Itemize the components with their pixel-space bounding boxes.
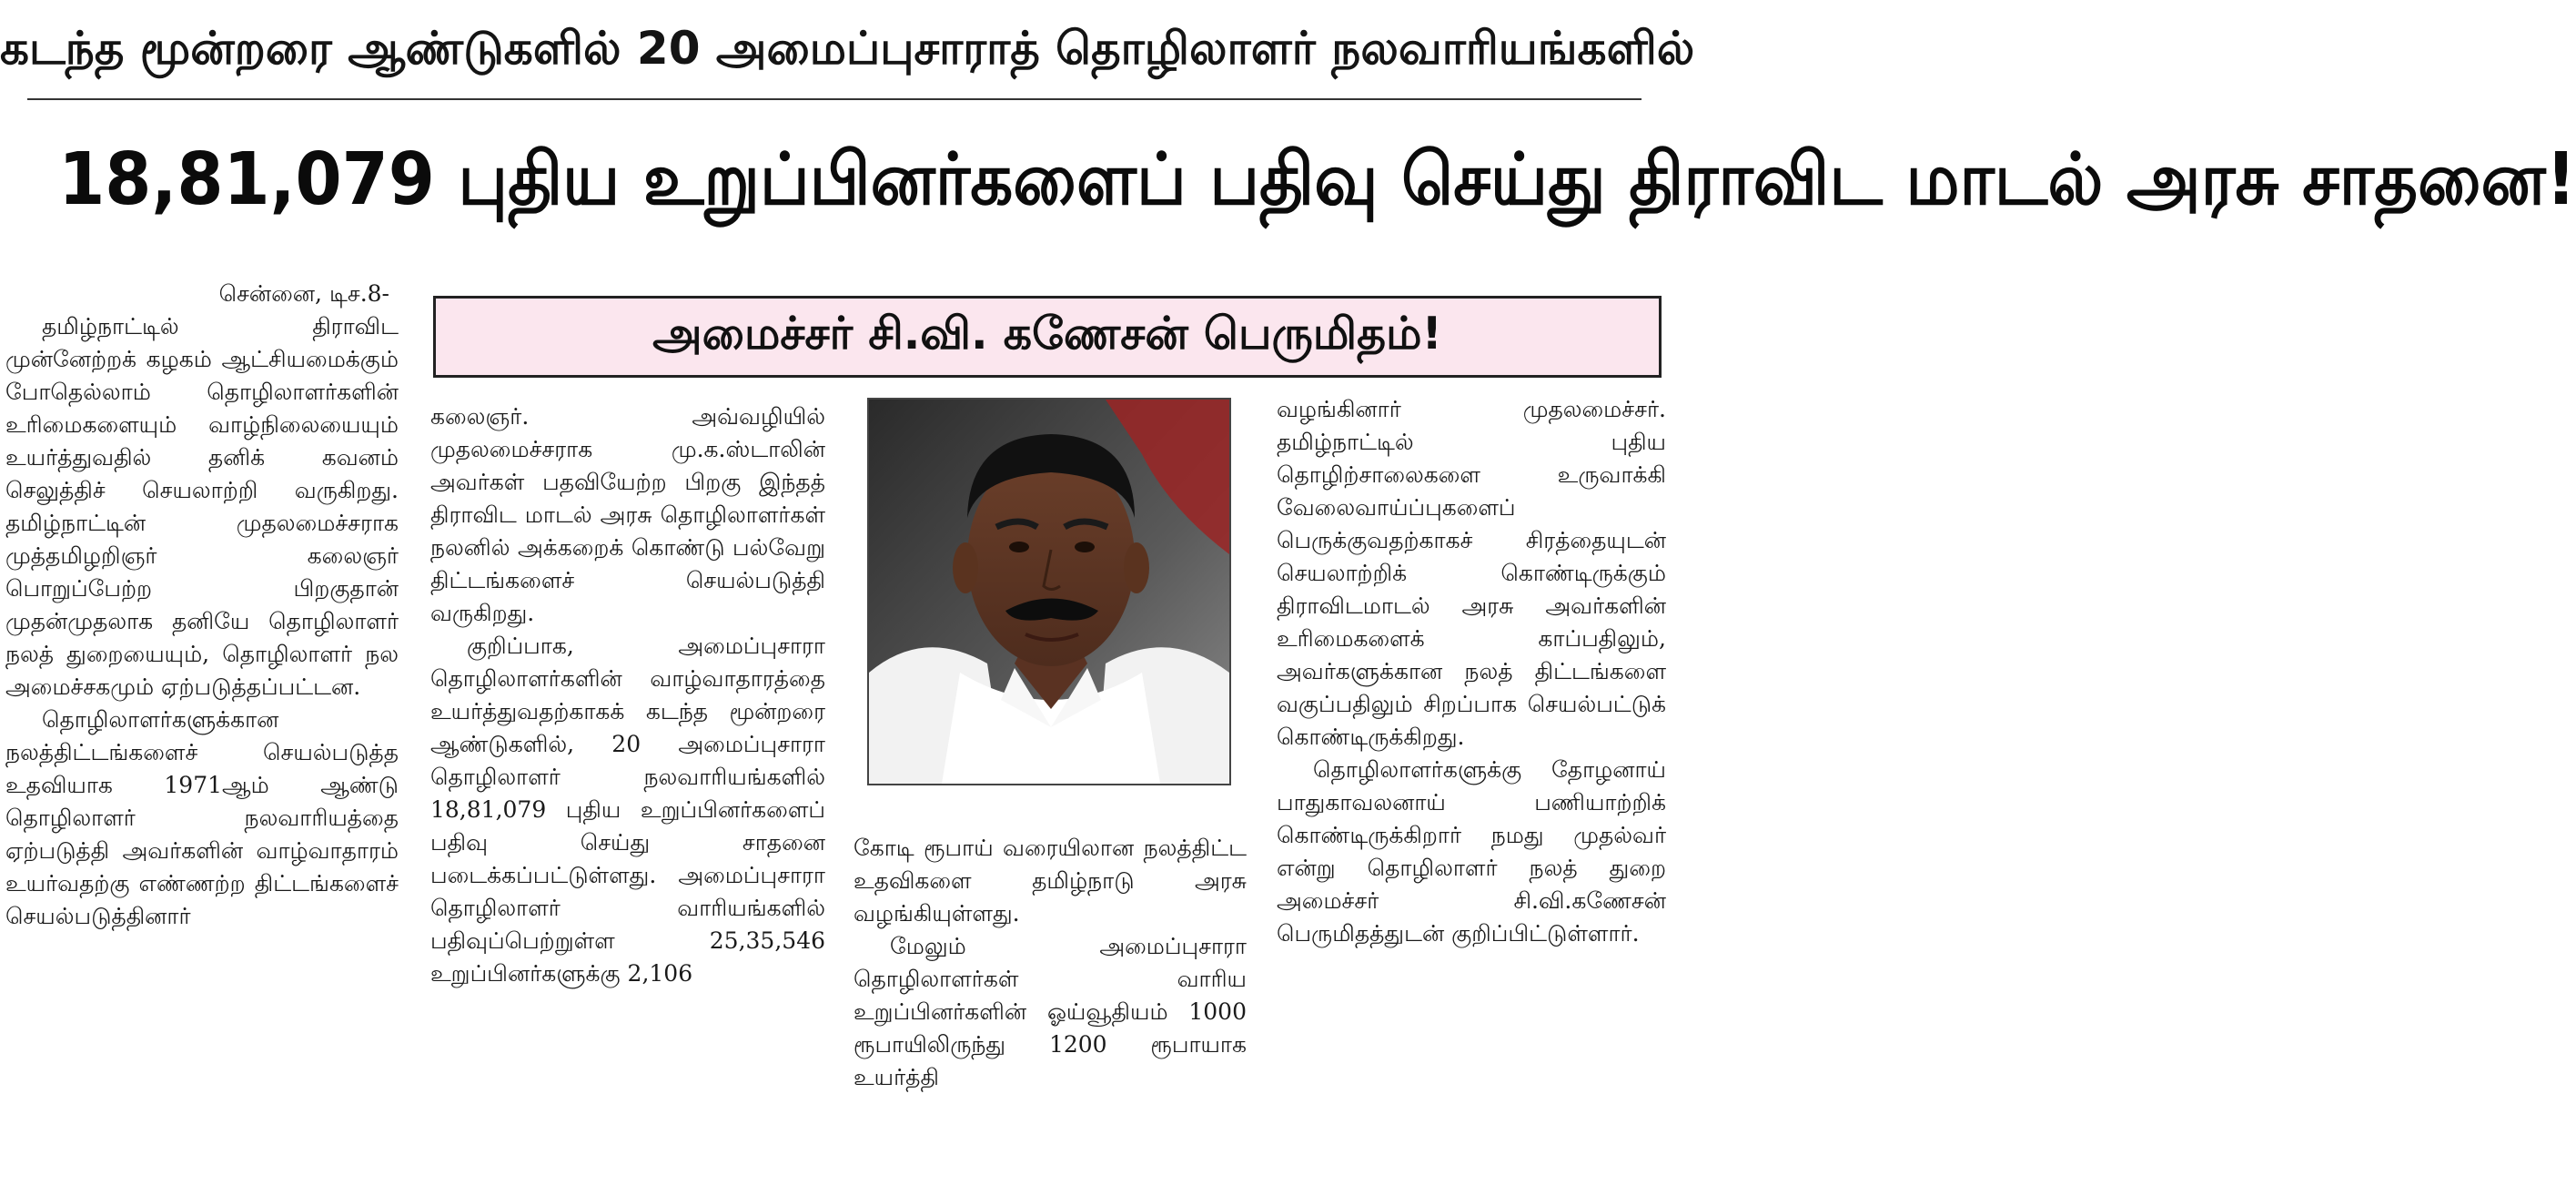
paragraph: தமிழ்நாட்டில் திராவிட முன்னேற்றக் கழகம் ஆட்சியமைக்கும் போதெல்லாம் தொழிலாளர்களின் உரிமைகளையும் வாழ்நிலையையும் உயர்த்துவதில் தனிக் கவனம் செலுத்திச் செயலாற்றி வருகிறது. தமிழ்நாட்டின் முதலமைச்சராக முத்தமிழறிஞர் கலைஞர் பொறுப்பேற்ற பிறகுதான் முதன்முதலாக தனியே தொழிலாளர் நலத் துறையையும், தொழிலாளர் நல அமைச்சகமும் ஏற்படுத்தப்பட்டன. bbox=[5, 313, 399, 700]
article-column-2 bbox=[430, 400, 825, 990]
article-column-3 bbox=[854, 832, 1247, 1094]
article-dateline: சென்னை, டிச.8- bbox=[218, 280, 389, 307]
article-headline: 18,81,079 புதிய உறுப்பினர்களைப் பதிவு செய்து திராவிட மாடல் அரசு சாதனை! bbox=[58, 137, 2576, 221]
paragraph: தொழிலாளர்களுக்கு தோழனாய் பாதுகாவலனாய் பணியாற்றிக் கொண்டிருக்கிறார் நமது முதல்வர் என்று தொழிலாளர் நலத் துறை அமைச்சர் சி.வி.கணேசன் பெருமிதத்துடன் குறிப்பிட்டுள்ளார். bbox=[1277, 756, 1666, 947]
article-column-4 bbox=[1277, 393, 1666, 950]
article-column-1 bbox=[5, 278, 399, 933]
headline-divider bbox=[27, 98, 1642, 100]
paragraph: கோடி ரூபாய் வரையிலான நலத்திட்ட உதவிகளை தமிழ்நாடு அரசு வழங்கியுள்ளது. bbox=[854, 835, 1247, 927]
minister-photo bbox=[867, 398, 1231, 785]
paragraph: மேலும் அமைப்புசாரா தொழிலாளர்கள் வாரிய உறுப்பினர்களின் ஓய்வூதியம் 1000 ரூபாயிலிருந்து 1200 ரூபாயாக உயர்த்தி bbox=[854, 933, 1247, 1090]
subheadline-box bbox=[433, 296, 1662, 378]
article-kicker: கடந்த மூன்றரை ஆண்டுகளில் 20 அமைப்புசாராத் தொழிலாளர் நலவாரியங்களில் bbox=[0, 22, 1695, 75]
paragraph: குறிப்பாக, அமைப்புசாரா தொழிலாளர்களின் வாழ்வாதாரத்தை உயர்த்துவதற்காகக் கடந்த மூன்றரை ஆண்டுகளில், 20 அமைப்புசாரா தொழிலாளர் நலவாரியங்களில் 18,81,079 புதிய உறுப்பினர்களைப் பதிவு செய்து சாதனை படைக்கப்பட்டுள்ளது. அமைப்புசாரா தொழிலாளர் வாரியங்களில் பதிவுப்பெற்றுள்ள 25,35,546 உறுப்பினர்களுக்கு 2,106 bbox=[430, 633, 825, 987]
paragraph: தொழிலாளர்களுக்கான நலத்திட்டங்களைச் செயல்படுத்த உதவியாக 1971ஆம் ஆண்டு தொழிலாளர் நலவாரியத்தை ஏற்படுத்தி அவர்களின் வாழ்வாதாரம் உயர்வதற்கு எண்ணற்ற திட்டங்களைச் செயல்படுத்தினார் bbox=[5, 706, 399, 929]
paragraph: வழங்கினார் முதலமைச்சர். தமிழ்நாட்டில் புதிய தொழிற்சாலைகளை உருவாக்கி வேலைவாய்ப்புகளைப் பெருக்குவதற்காகச் சிரத்தையுடன் செயலாற்றிக் கொண்டிருக்கும் திராவிடமாடல் அரசு அவர்களின் உரிமைகளைக் காப்பதிலும், அவர்களுக்கான நலத் திட்டங்களை வகுப்பதிலும் சிறப்பாக செயல்பட்டுக் கொண்டிருக்கிறது. bbox=[1277, 396, 1666, 750]
paragraph: கலைஞர். அவ்வழியில் முதலமைச்சராக மு.க.ஸ்டாலின் அவர்கள் பதவியேற்ற பிறகு இந்தத் திராவிட மாடல் அரசு தொழிலாளர்கள் நலனில் அக்கறைக் கொண்டு பல்வேறு திட்டங்களைச் செயல்படுத்தி வருகிறது. bbox=[430, 403, 825, 626]
article-subheadline: அமைச்சர் சி.வி. கணேசன் பெருமிதம்! bbox=[652, 308, 1442, 360]
